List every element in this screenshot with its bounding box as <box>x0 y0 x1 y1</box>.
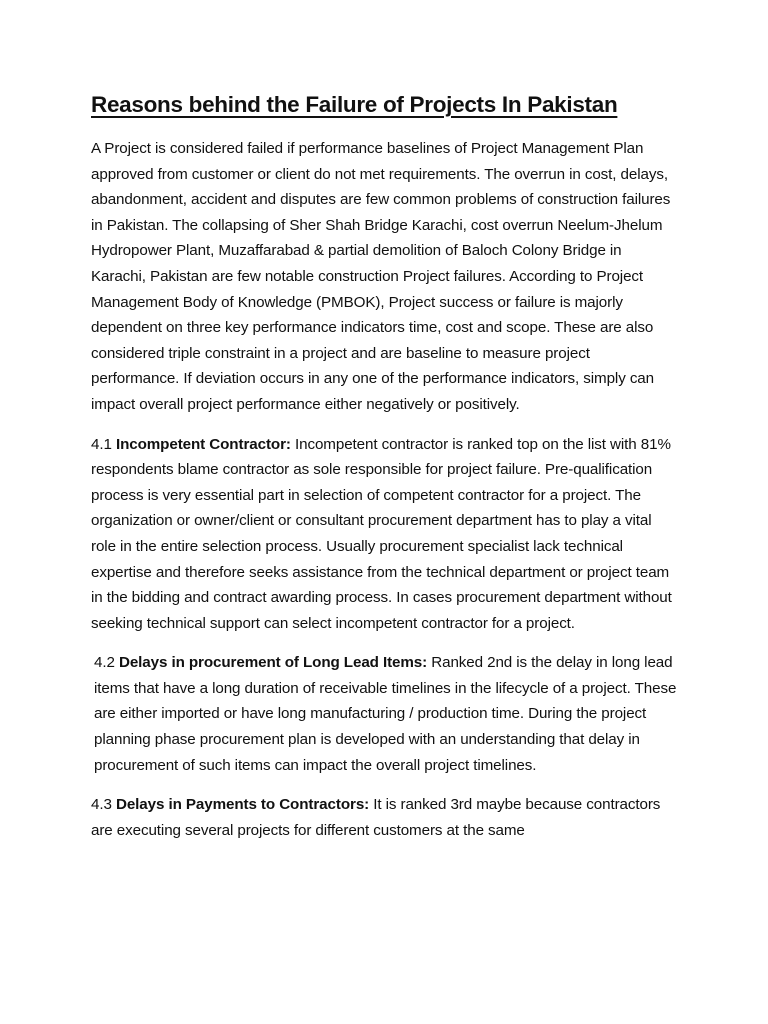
section-heading: Delays in procurement of Long Lead Items: <box>118 654 428 672</box>
section-heading: Incompetent Contractor: <box>115 435 291 453</box>
section-paragraph-4-2 <box>91 650 678 778</box>
section-paragraph-4-1 <box>91 432 678 637</box>
section-heading: Delays in Payments to Contractors: <box>115 796 370 814</box>
section-paragraph-4-3 <box>91 792 678 843</box>
intro-paragraph: A Project is considered failed if performance baselines of Project Management Plan approved from customer or client do not met requirements. The overrun in cost, delays, abandonment, accident and disputes are few common problems of construction failures in Pakistan. The collapsing of Sher Shah Bridge Karachi, cost overrun Neelum-Jhelum Hydropower Plant, Muzaffarabad & partial demolition of Baloch Colony Bridge in Karachi, Pakistan are few notable construction Project failures. According to Project Management Body of Knowledge (PMBOK), Project success or failure is majorly dependent on three key performance indicators time, cost and scope. These are also considered triple constraint in a project and are baseline to measure project performance. If deviation occurs in any one of the performance indicators, simply can impact overall project performance either negatively or positively. <box>91 140 671 413</box>
section-number: 4.2 <box>94 654 115 672</box>
section-body: It is ranked 3rd maybe because contractors are executing several projects for different customers at the same <box>91 796 661 839</box>
section-body: Ranked 2nd is the delay in long lead items that have a long duration of receivable timelines in the lifecycle of a project. These are either imported or have long manufacturing / production time. During the project planning phase procurement plan is developed with an understanding that delay in procurement of such items can impact the overall project timelines. <box>94 654 677 774</box>
section-number: 4.3 <box>91 796 112 814</box>
section-number: 4.1 <box>91 435 112 453</box>
document-title: Reasons behind the Failure of Projects In Pakistan <box>91 92 618 117</box>
section-body: Incompetent contractor is ranked top on the list with 81% respondents blame contractor as sole responsible for project failure. Pre-qualification process is very essential part in selection of competent contractor for a project. The organization or owner/client or consultant procurement department has to play a vital role in the entire selection process. Usually procurement specialist lack technical expertise and therefore seeks assistance from the technical department or project team in the bidding and contract awarding process. In cases procurement department without seeking technical support can select incompetent contractor for a project. <box>91 435 672 632</box>
